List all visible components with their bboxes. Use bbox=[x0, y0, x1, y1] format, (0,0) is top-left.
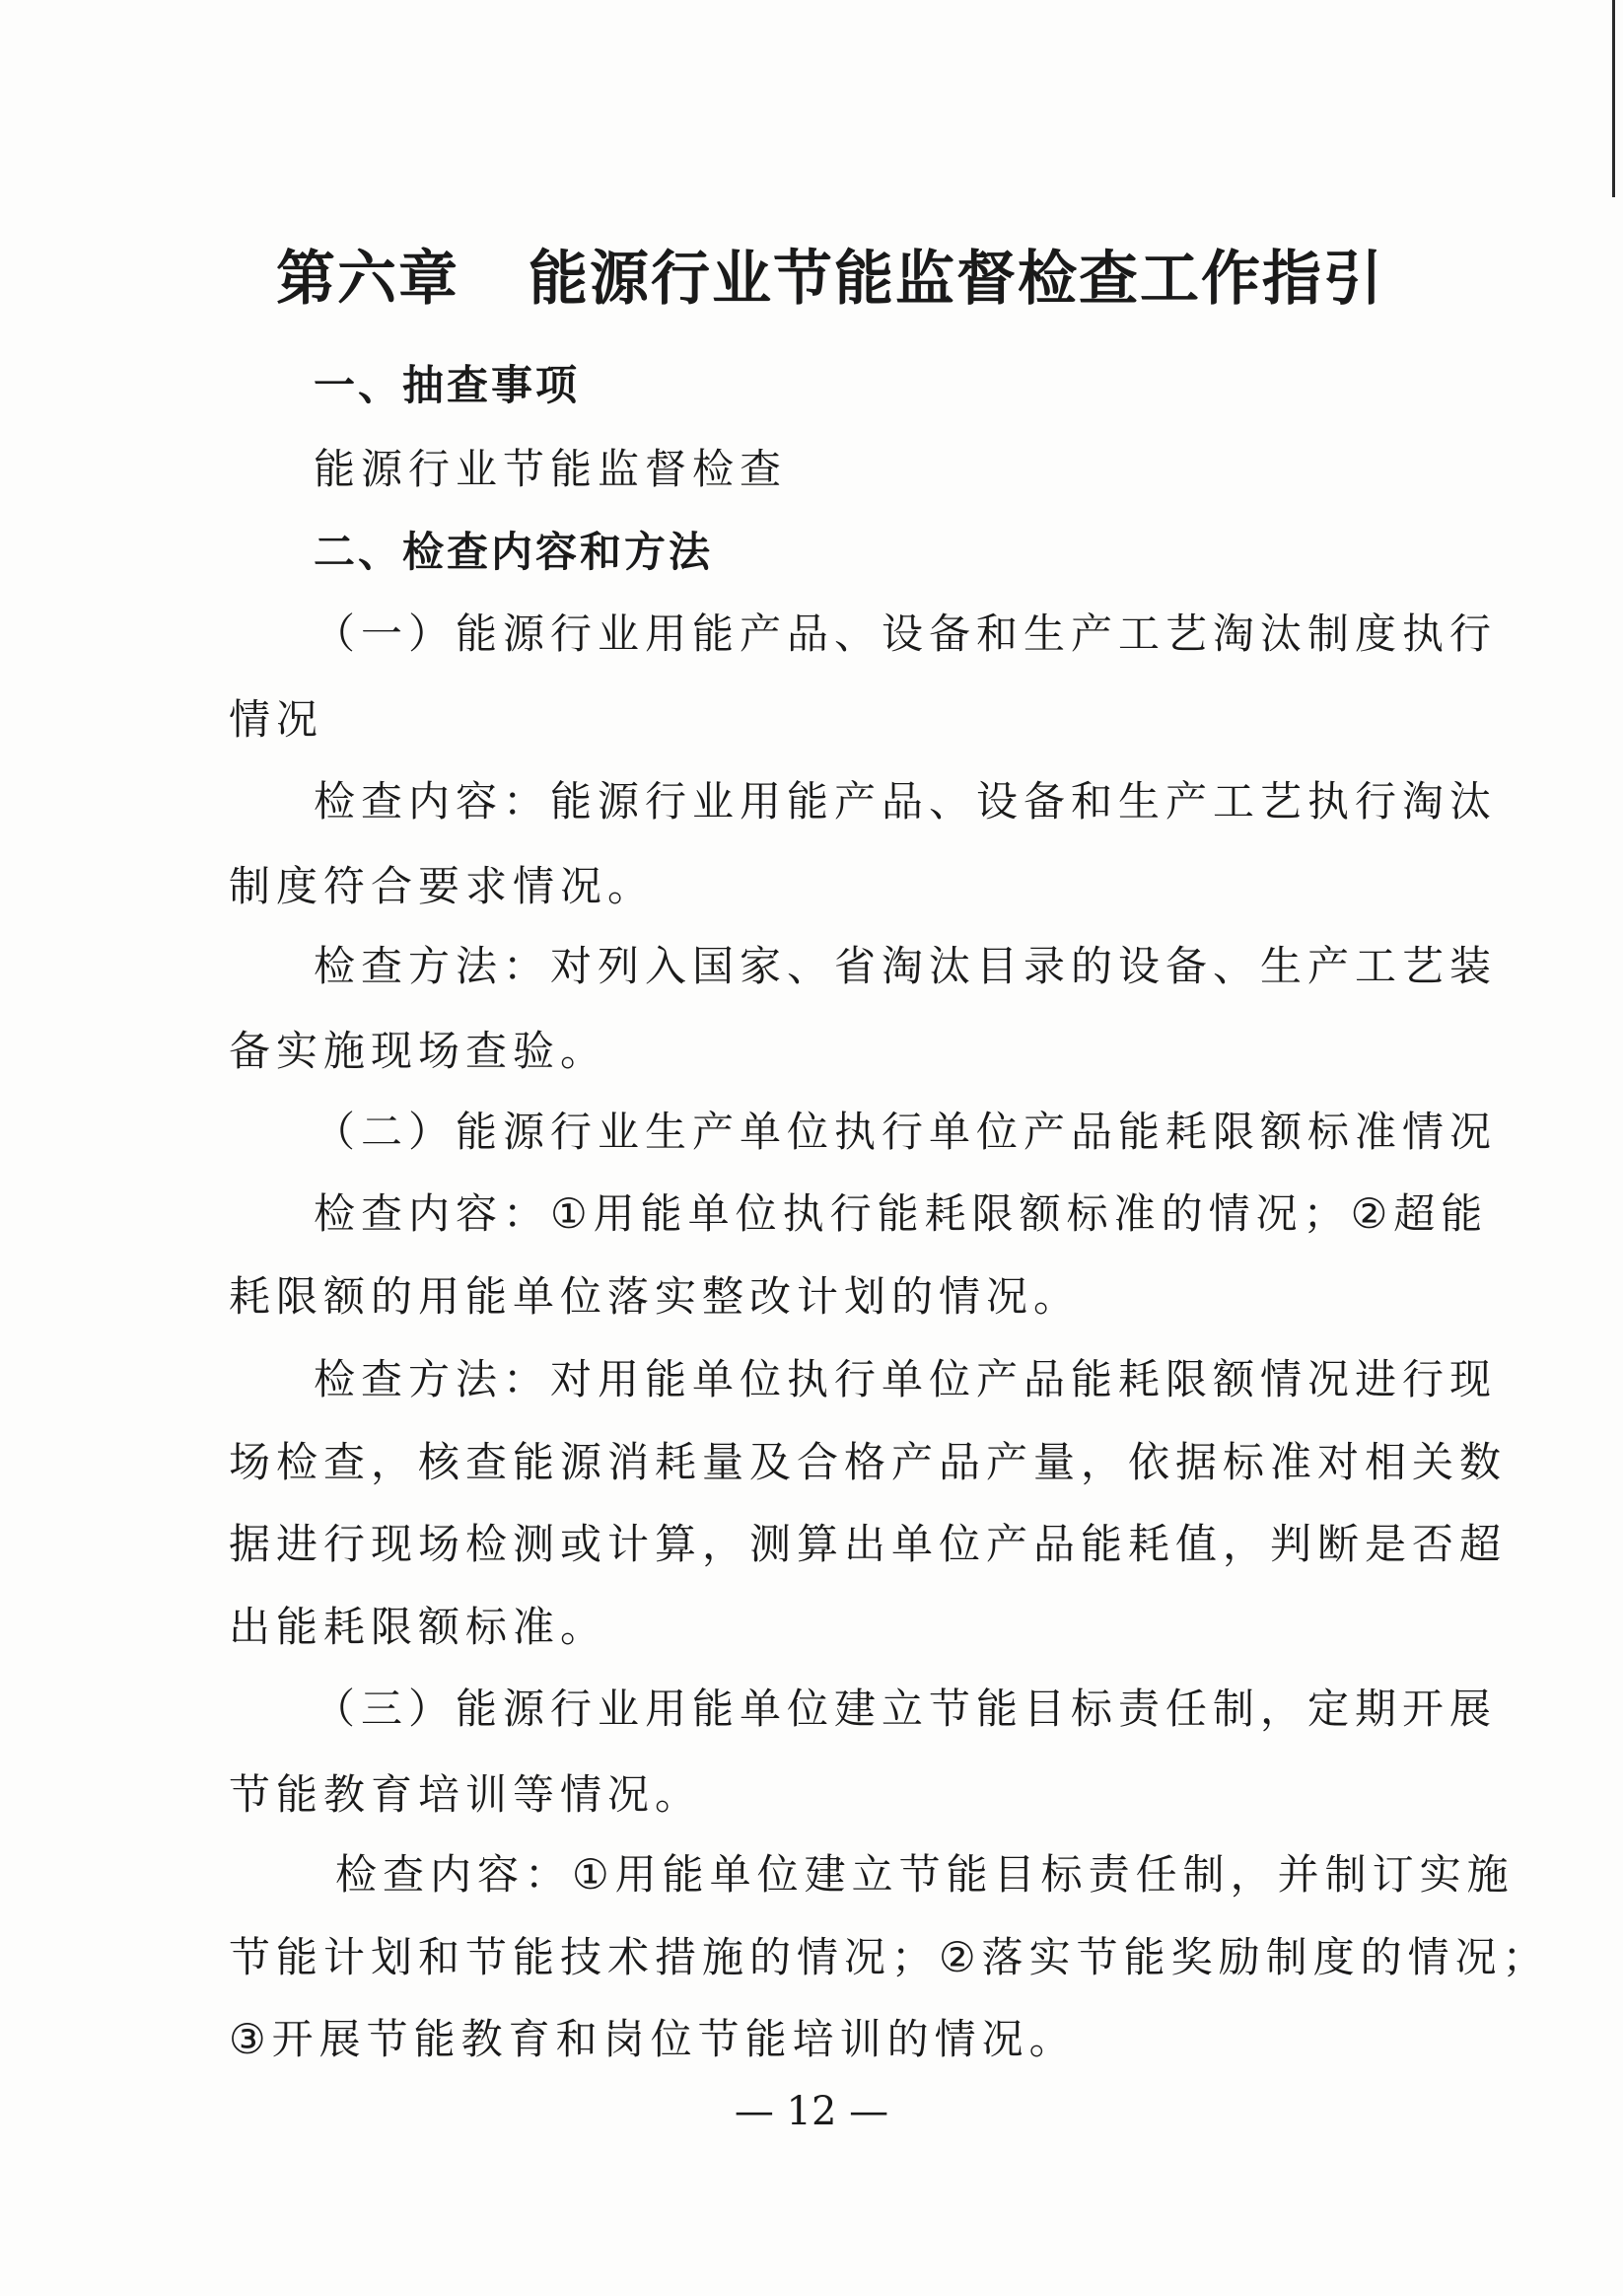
item2-content-line1: 检查内容：①用能单位执行能耗限额标准的情况；②超能 bbox=[314, 1189, 1489, 1238]
item2-method-line2: 场检查，核查能源消耗量及合格产品产量，依据标准对相关数 bbox=[229, 1438, 1508, 1486]
item1-title-line2: 情况 bbox=[229, 695, 324, 744]
item3-content-line1: 检查内容：①用能单位建立节能目标责任制，并制订实施 bbox=[335, 1850, 1515, 1899]
chapter-label: 第六章 bbox=[276, 245, 459, 314]
item2-method-line1: 检查方法：对用能单位执行单位产品能耗限额情况进行现 bbox=[314, 1355, 1498, 1403]
item1-content-line1: 检查内容：能源行业用能产品、设备和生产工艺执行淘汰 bbox=[314, 777, 1498, 825]
item3-title-line1: （三）能源行业用能单位建立节能目标责任制，定期开展 bbox=[314, 1685, 1498, 1733]
section1-heading: 一、抽查事项 bbox=[314, 361, 581, 409]
item2-title: （二）能源行业生产单位执行单位产品能耗限额标准情况 bbox=[314, 1108, 1498, 1156]
chapter-title bbox=[276, 232, 1384, 317]
chapter-title-text: 能源行业节能监督检查工作指引 bbox=[529, 245, 1384, 314]
section2-heading: 二、检查内容和方法 bbox=[314, 528, 714, 576]
item1-method-line2: 备实施现场查验。 bbox=[229, 1027, 608, 1075]
page-number: — 12 — bbox=[734, 2089, 889, 2134]
scan-edge-line bbox=[1612, 0, 1615, 197]
section1-body: 能源行业节能监督检查 bbox=[314, 445, 788, 493]
item1-method-line1: 检查方法：对列入国家、省淘汰目录的设备、生产工艺装 bbox=[314, 942, 1498, 990]
item3-title-line2: 节能教育培训等情况。 bbox=[229, 1770, 703, 1819]
item1-content-line2: 制度符合要求情况。 bbox=[229, 862, 656, 910]
item2-method-line4: 出能耗限额标准。 bbox=[229, 1603, 608, 1651]
item2-content-line2: 耗限额的用能单位落实整改计划的情况。 bbox=[229, 1272, 1082, 1321]
item2-method-line3: 据进行现场检测或计算，测算出单位产品能耗值，判断是否超 bbox=[229, 1520, 1508, 1568]
item3-content-line3: ③开展节能教育和岗位节能培训的情况。 bbox=[229, 2015, 1077, 2063]
item3-content-line2: 节能计划和节能技术措施的情况；②落实节能奖励制度的情况； bbox=[229, 1933, 1550, 1981]
item1-title-line1: （一）能源行业用能产品、设备和生产工艺淘汰制度执行 bbox=[314, 610, 1498, 658]
